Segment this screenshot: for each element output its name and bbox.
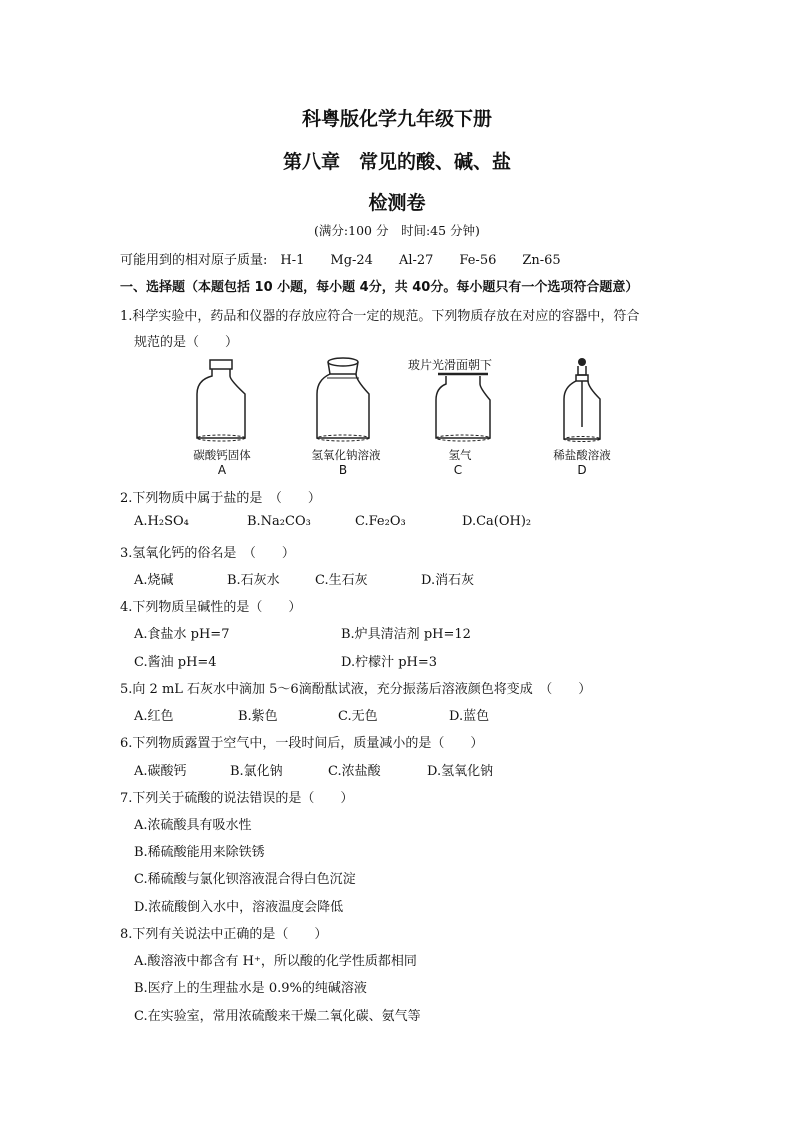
bottle-c-icon (432, 370, 494, 444)
question-3-option-a: A.烧碱 (134, 573, 174, 588)
bottle-c-label: 氢气 (448, 448, 472, 462)
question-6-option-d: D.氢氧化钠 (427, 764, 494, 779)
chapter-title: 第八章 常见的酸、碱、盐 (282, 151, 511, 173)
bottle-a-label: 碳酸钙固体 (193, 448, 251, 462)
bottle-d-label: 稀盐酸溶液 (553, 448, 611, 462)
question-2-option-c: C.Fe₂O₃ (355, 514, 406, 529)
question-1-stem-cont: 规范的是（ ） (134, 335, 239, 350)
question-8-option-c: C.在实验室，常用浓硫酸来干燥二氧化碳、氨气等 (134, 1009, 421, 1024)
bottle-a-icon (193, 358, 249, 444)
question-5-stem: 5.向 2 mL 石灰水中滴加 5～6滴酚酞试液，充分振荡后溶液颜色将变成 （ ） (120, 682, 592, 697)
question-2-option-b: B.Na₂CO₃ (247, 514, 311, 529)
question-6-option-b: B.氯化钠 (230, 764, 283, 779)
question-7-option-b: B.稀硫酸能用来除铁锈 (134, 845, 265, 860)
question-4-option-d: D.柠檬汁 pH=3 (341, 655, 438, 670)
bottle-b-letter: B (338, 463, 348, 477)
question-6-option-a: A.碳酸钙 (134, 764, 187, 779)
question-4-option-a: A.食盐水 pH=7 (134, 627, 230, 642)
question-2-stem: 2.下列物质中属于盐的是 （ ） (120, 491, 321, 506)
question-7-option-c: C.稀硫酸与氯化钡溶液混合得白色沉淀 (134, 872, 356, 887)
question-4-stem: 4.下列物质呈碱性的是（ ） (120, 600, 302, 615)
document-title: 科粤版化学九年级下册 (301, 108, 492, 130)
question-8-option-a: A.酸溶液中都含有 H⁺，所以酸的化学性质都相同 (134, 954, 417, 969)
question-5-option-b: B.紫色 (238, 709, 278, 724)
section-heading: 一、选择题（本题包括 10 小题，每小题 4分，共 40分。每小题只有一个选项符合题意） (120, 280, 639, 295)
question-1-stem: 1.科学实验中，药品和仪器的存放应符合一定的规范。下列物质存放在对应的容器中，符合 (120, 309, 640, 324)
question-3-stem: 3.氢氧化钙的俗名是 （ ） (120, 546, 295, 561)
question-4-option-c: C.酱油 pH=4 (134, 655, 217, 670)
question-2-option-d: D.Ca(OH)₂ (462, 514, 532, 529)
question-3-option-c: C.生石灰 (315, 573, 368, 588)
question-3-option-b: B.石灰水 (227, 573, 280, 588)
question-5-option-d: D.蓝色 (449, 709, 490, 724)
atomic-masses-line: 可能用到的相对原子质量: H-1 Mg-24 Al-27 Fe-56 Zn-65 (120, 253, 561, 268)
question-7-option-d: D.浓硫酸倒入水中，溶液温度会降低 (134, 900, 344, 915)
question-5-option-c: C.无色 (338, 709, 378, 724)
question-5-option-a: A.红色 (134, 709, 174, 724)
bottle-b-icon (313, 356, 373, 444)
question-8-option-b: B.医疗上的生理盐水是 0.9%的纯碱溶液 (134, 981, 367, 996)
question-6-stem: 6.下列物质露置于空气中，一段时间后，质量减小的是（ ） (120, 736, 484, 751)
question-4-option-b: B.炉具清洁剂 pH=12 (341, 627, 471, 642)
question-8-stem: 8.下列有关说法中正确的是（ ） (120, 927, 328, 942)
question-6-option-c: C.浓盐酸 (328, 764, 381, 779)
bottle-d-letter: D (577, 463, 587, 477)
bottle-b-label: 氢氧化钠溶液 (311, 448, 381, 462)
question-7-stem: 7.下列关于硫酸的说法错误的是（ ） (120, 791, 354, 806)
exam-subtitle: 检测卷 (368, 192, 426, 214)
bottle-c-letter: C (453, 463, 463, 477)
glass-plate-note: 玻片光滑面朝下 (408, 358, 493, 372)
bottle-a-letter: A (217, 463, 227, 477)
question-2-option-a: A.H₂SO₄ (134, 514, 189, 529)
bottle-d-icon (560, 355, 604, 445)
exam-info: (满分:100 分 时间:45 分钟) (314, 223, 480, 238)
question-7-option-a: A.浓硫酸具有吸水性 (134, 818, 252, 833)
question-3-option-d: D.消石灰 (421, 573, 475, 588)
